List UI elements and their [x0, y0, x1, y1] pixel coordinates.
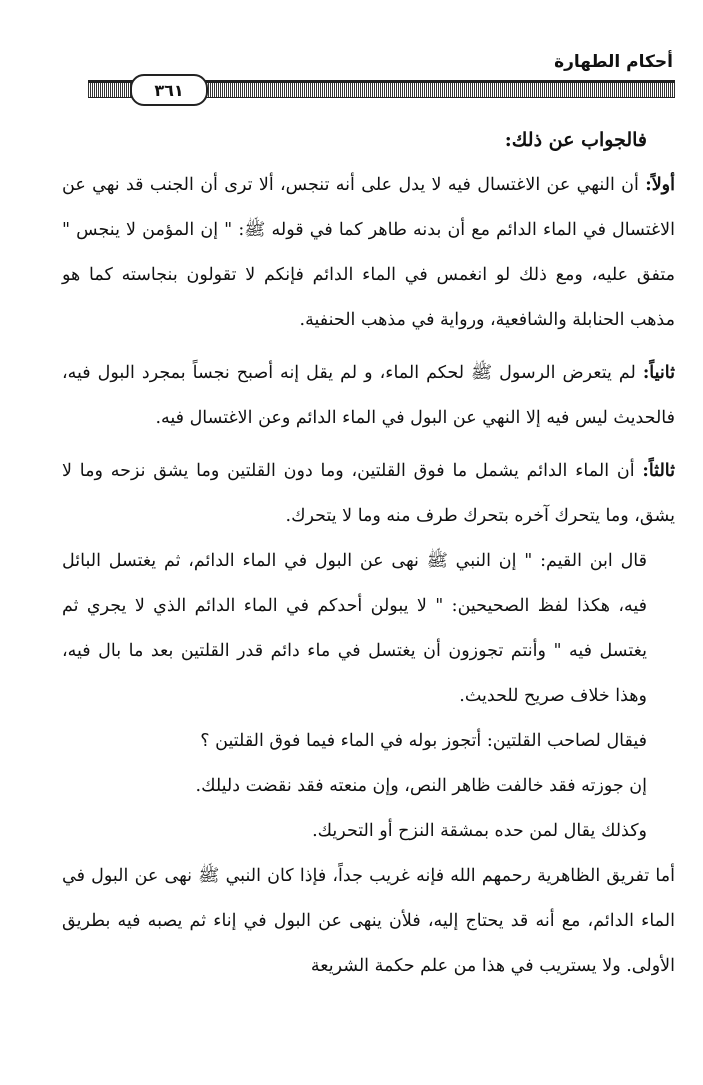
running-header-title: أحكام الطهارة [554, 52, 673, 72]
body-text [62, 118, 675, 989]
paragraph-answer: إن جوزته فقد خالفت ظاهر النص، وإن منعته فقد نقضت دليلك. [195, 776, 647, 796]
section-heading: فالجواب عن ذلك: [504, 129, 647, 151]
paragraph-second [62, 351, 675, 441]
paragraph-also: وكذلك يقال لمن حده بمشقة النزح أو التحريك. [312, 821, 647, 841]
paragraph-text: لم يتعرض الرسول ﷺ لحكم الماء، و لم يقل إنه أصبح نجساً بمجرد البول فيه، فالحديث ليس فيه إلا النهي عن البول في الماء الدائم وعن الاغتسال فيه. [62, 363, 675, 428]
paragraph-lead: ثالثاً: [642, 461, 675, 481]
paragraph-text: أن الماء الدائم يشمل ما فوق القلتين، وما دون القلتين وما يشق نزحه وما لا يشق، وما يتحرك آخره بتحرك طرف منه وما لا يتحرك. [62, 461, 675, 526]
paragraph-third [62, 449, 675, 539]
paragraph-lead: أولاً: [645, 175, 675, 195]
paragraph-text: أن النهي عن الاغتسال فيه لا يدل على أنه تنجس، ألا ترى أن الجنب قد نهي عن الاغتسال في الماء الدائم مع أن بدنه طاهر كما في قوله ﷺ: " إن المؤمن لا ينجس " متفق عليه، ومع ذلك لو انغمس في الماء الدائم فإنكم لا تقولون بنجاسته كما هو مذهب الحنابلة والشافعية، ورواية في مذهب الحنفية. [62, 175, 675, 330]
paragraph-lead: ثانياً: [642, 363, 675, 383]
paragraph-quote: قال ابن القيم: " إن النبي ﷺ نهى عن البول في الماء الدائم، ثم يغتسل البائل فيه، هكذا لفظ الصحيحين: " لا يبولن أحدكم في الماء الدائم الذي لا يجري ثم يغتسل فيه " وأنتم تجوزون أن يغتسل في ماء دائم قدر القلتين بعد ما بال فيه، وهذا خلاف صريح للحديث. [62, 551, 647, 706]
page-number: ٣٦١ [130, 74, 208, 106]
paragraph-zahiriyya: أما تفريق الظاهرية رحمهم الله فإنه غريب جداً، فإذا كان النبي ﷺ نهى عن البول في الماء الدائم، مع أنه قد يحتاج إليه، فلأن ينهى عن البول في إناء ثم يصبه فيه بطريق الأولى. ولا يستريب في هذا من علم حكمة الشريعة [62, 866, 675, 976]
paragraph-question: فيقال لصاحب القلتين: أتجوز بوله في الماء فيما فوق القلتين ؟ [200, 731, 647, 751]
paragraph-first [62, 163, 675, 343]
